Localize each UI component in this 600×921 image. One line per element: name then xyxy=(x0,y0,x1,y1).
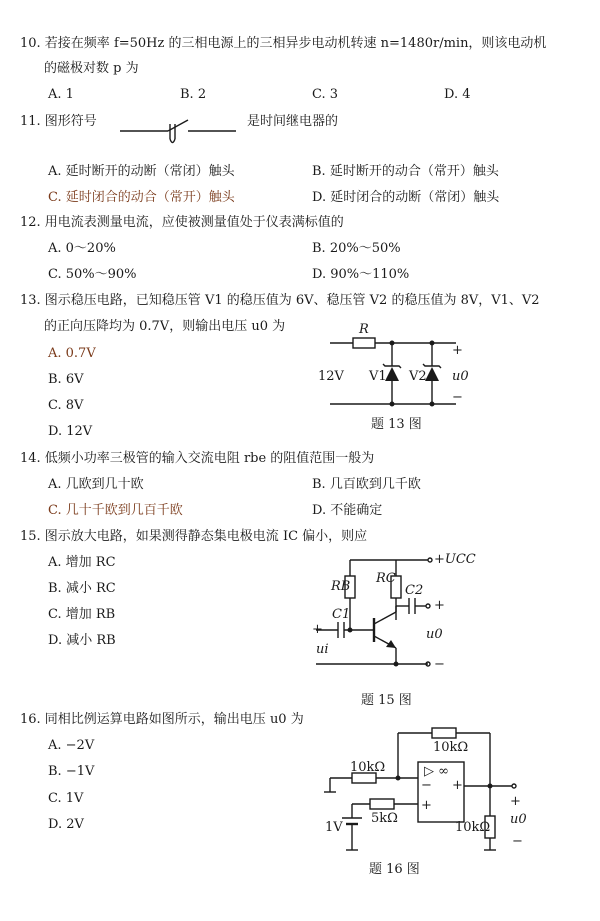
q16-option-d: D. 2V xyxy=(48,817,84,832)
fig16-amp-symbol: ▷ ∞ xyxy=(424,764,449,779)
q15-option-c: C. 增加 RB xyxy=(48,607,116,622)
q14-option-b: B. 几百欧到几千欧 xyxy=(312,477,421,492)
fig16-label-rf: 10kΩ xyxy=(433,740,469,755)
fig15-label-c2: C2 xyxy=(405,583,424,598)
q10-stem-1: 10. 若接在频率 f=50Hz 的三相电源上的三相异步电动机转速 n=1480r/min，则该电动机 xyxy=(20,36,547,51)
fig13-label-v1: V1 xyxy=(369,369,387,384)
q11-option-a: A. 延时断开的动断（常闭）触头 xyxy=(48,164,235,179)
q13-option-a: A. 0.7V xyxy=(48,346,96,361)
fig15-label-ucc: +UCC xyxy=(434,552,476,567)
resistor-r xyxy=(353,338,375,348)
fig16-label-rl: 10kΩ xyxy=(455,820,491,835)
q10-option-a: A. 1 xyxy=(48,87,74,102)
fig15-out-plus: + xyxy=(434,598,445,613)
q13-option-c: C. 8V xyxy=(48,398,84,413)
q11-stem-prefix: 11. 图形符号 xyxy=(20,114,97,129)
q15-stem: 15. 图示放大电路，如果测得静态集电极电流 IC 偏小，则应 xyxy=(20,529,368,544)
fig13-input-12v: 12V xyxy=(318,369,344,384)
q10-option-d: D. 4 xyxy=(444,87,471,102)
q15-option-d: D. 减小 RB xyxy=(48,633,116,648)
q16-option-c: C. 1V xyxy=(48,791,84,806)
fig13-minus: − xyxy=(452,390,463,405)
fig15-caption: 题 15 图 xyxy=(361,693,412,708)
fig16-plus-in: + xyxy=(421,798,432,813)
q14-option-a: A. 几欧到几十欧 xyxy=(48,477,144,492)
time-relay-contact-symbol xyxy=(120,120,236,143)
q14-option-c: C. 几十千欧到几百千欧 xyxy=(48,503,183,518)
q12-option-a: A. 0～20% xyxy=(48,241,116,256)
q12-option-b: B. 20%～50% xyxy=(312,241,401,256)
fig16-label-r2: 5kΩ xyxy=(371,811,398,826)
q11-option-b: B. 延时断开的动合（常开）触头 xyxy=(312,164,499,179)
q11-option-d: D. 延时闭合的动断（常闭）触头 xyxy=(312,190,500,205)
fig13-label-u0: u0 xyxy=(452,369,469,384)
q15-option-b: B. 减小 RC xyxy=(48,581,116,596)
q11-option-c: C. 延时闭合的动合（常开）触头 xyxy=(48,190,235,205)
fig16-out-minus: − xyxy=(512,834,523,849)
fig15-label-ui: ui xyxy=(316,642,329,657)
fig16-out-plus: + xyxy=(510,794,521,809)
q12-option-d: D. 90%～110% xyxy=(312,267,410,282)
q16-option-a: A. −2V xyxy=(48,738,95,753)
q13-option-b: B. 6V xyxy=(48,372,84,387)
q15-option-a: A. 增加 RC xyxy=(48,555,116,570)
q10-option-b: B. 2 xyxy=(180,87,207,102)
fig15-in-plus: + xyxy=(312,622,323,637)
fig15-out-minus: − xyxy=(434,657,445,672)
q12-option-c: C. 50%～90% xyxy=(48,267,137,282)
resistor-10k-feedback xyxy=(432,728,456,738)
fig16-label-source: 1V xyxy=(325,820,343,835)
q13-stem-2: 的正向压降均为 0.7V，则输出电压 u0 为 xyxy=(44,319,286,334)
q14-stem: 14. 低频小功率三极管的输入交流电阻 rbe 的阻值范围一般为 xyxy=(20,451,375,466)
fig13-label-r: R xyxy=(359,322,369,337)
fig15-label-c1: C1 xyxy=(332,607,351,622)
zener-v1 xyxy=(385,367,399,381)
fig13-caption: 题 13 图 xyxy=(371,417,422,432)
q10-option-c: C. 3 xyxy=(312,87,339,102)
fig16-out-plus-inner: + xyxy=(452,778,463,793)
fig15-label-u0: u0 xyxy=(426,627,443,642)
q16-stem: 16. 同相比例运算电路如图所示，输出电压 u0 为 xyxy=(20,712,304,727)
q14-option-d: D. 不能确定 xyxy=(312,503,383,518)
q12-stem: 12. 用电流表测量电流，应使被测量值处于仪表满标值的 xyxy=(20,215,344,230)
zener-regulator-circuit xyxy=(330,338,456,406)
fig15-label-rb: RB xyxy=(331,579,351,594)
zener-v2 xyxy=(425,367,439,381)
fig16-minus-in: − xyxy=(421,778,432,793)
fig13-plus: + xyxy=(452,343,463,358)
q13-stem-1: 13. 图示稳压电路，已知稳压管 V1 的稳压值为 6V、稳压管 V2 的稳压值为 8V，V1、V2 xyxy=(20,293,540,308)
q16-option-b: B. −1V xyxy=(48,764,95,779)
q11-stem-suffix: 是时间继电器的 xyxy=(247,114,339,129)
fig16-caption: 题 16 图 xyxy=(369,862,420,877)
fig15-label-rc: RC xyxy=(376,571,396,586)
fig16-label-u0: u0 xyxy=(510,812,527,827)
q10-stem-2: 的磁极对数 p 为 xyxy=(44,61,139,76)
fig13-label-v2: V2 xyxy=(409,369,427,384)
q13-option-d: D. 12V xyxy=(48,424,93,439)
fig16-label-r1: 10kΩ xyxy=(350,760,386,775)
resistor-5k xyxy=(370,799,394,809)
